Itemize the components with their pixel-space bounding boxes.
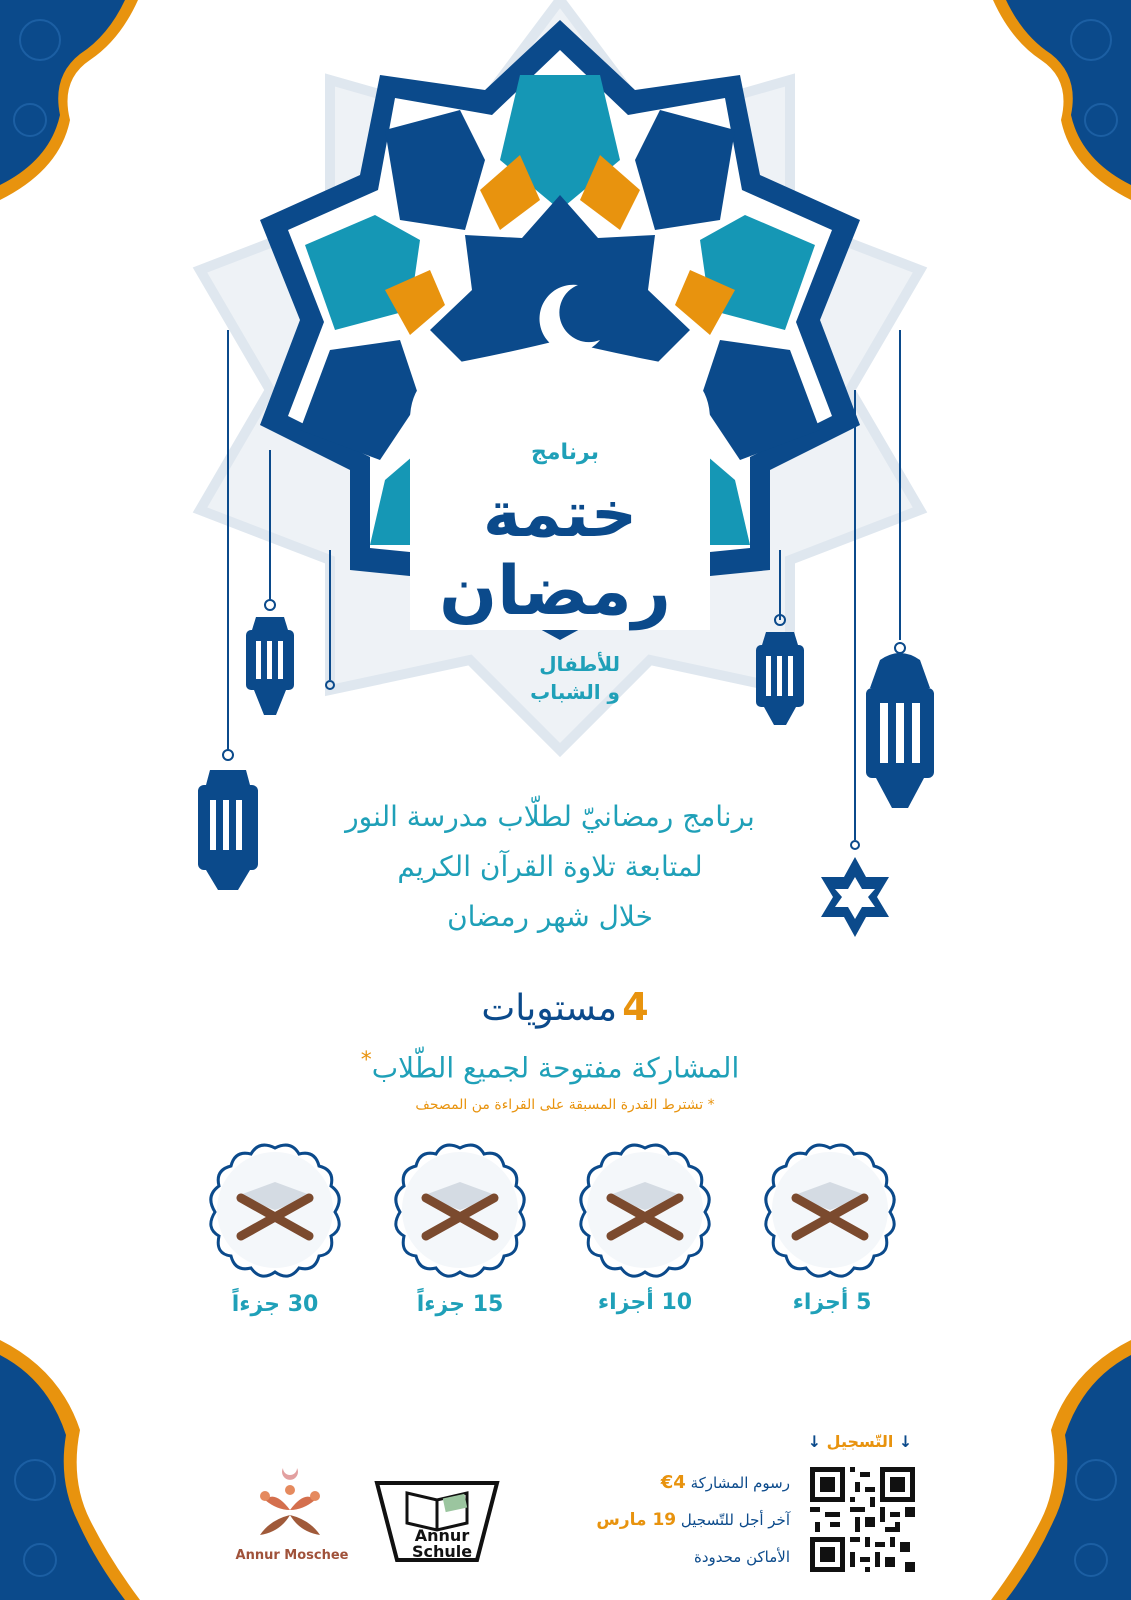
- corner-decoration-top-left: [0, 0, 150, 220]
- level-5-label: 5 أجزاء: [792, 1290, 872, 1315]
- level-10-label: 10 أجزاء: [597, 1290, 693, 1315]
- description-line2: لمتابعة تلاوة القرآن الكريم: [397, 850, 703, 883]
- levels-heading: [300, 985, 830, 1029]
- description-line3: خلال شهر رمضان: [447, 900, 653, 933]
- quran-stand-icon: [581, 1145, 709, 1276]
- deadline-line: آخر أجل للتّسجيل 19 مارس: [596, 1510, 790, 1530]
- title-khatma: ختمة: [483, 478, 637, 552]
- open-to-all-text: [230, 1048, 870, 1084]
- annur-moschee-logo: [215, 1460, 365, 1550]
- level-icons: [200, 1140, 920, 1280]
- lantern-icon: [866, 643, 934, 808]
- crescent-icon: [310, 697, 360, 750]
- corner-decoration-bottom-right: [981, 1280, 1131, 1600]
- qr-code[interactable]: [810, 1467, 915, 1572]
- level-15-label: 15 جزءاً: [416, 1292, 504, 1317]
- annur-moschee-name: Annur Moschee: [235, 1548, 349, 1563]
- levels-count: 4: [622, 985, 649, 1029]
- quran-stand-icon: [211, 1145, 339, 1276]
- open-to-all-label: المشاركة مفتوحة لجميع الطّلاب: [371, 1051, 740, 1085]
- registration-label: ↓ التّسجيل ↓: [807, 1432, 913, 1451]
- arrow-down-icon: ↓: [898, 1432, 913, 1451]
- title-ramadan: رمضان: [439, 552, 671, 631]
- audience-children: للأطفال: [539, 652, 620, 676]
- audience-youth: و الشباب: [530, 680, 620, 704]
- limited-places: الأماكن محدودة: [693, 1548, 790, 1566]
- quran-stand-icon: [396, 1145, 524, 1276]
- lantern-icon: [756, 615, 804, 725]
- level-30-label: 30 جزءاً: [231, 1292, 319, 1317]
- lantern-icon: [246, 600, 294, 715]
- levels-word: مستويات: [481, 988, 618, 1029]
- corner-decoration-top-right: [981, 0, 1131, 220]
- annur-schule-name: Annur Schule: [411, 1526, 473, 1561]
- asterisk: *: [360, 1048, 372, 1073]
- arrow-down-icon: ↓: [807, 1432, 822, 1451]
- description-line1: برنامج رمضانيّ لطلّاب مدرسة النور: [345, 800, 755, 833]
- quran-stand-icon: [766, 1145, 894, 1276]
- program-label: برنامج: [531, 440, 599, 465]
- fee-line: رسوم المشاركة 4€: [660, 1472, 790, 1493]
- corner-decoration-bottom-left: [0, 1280, 150, 1600]
- footnote: * تشترط القدرة المسبقة على القراءة من المصحف: [415, 1097, 715, 1113]
